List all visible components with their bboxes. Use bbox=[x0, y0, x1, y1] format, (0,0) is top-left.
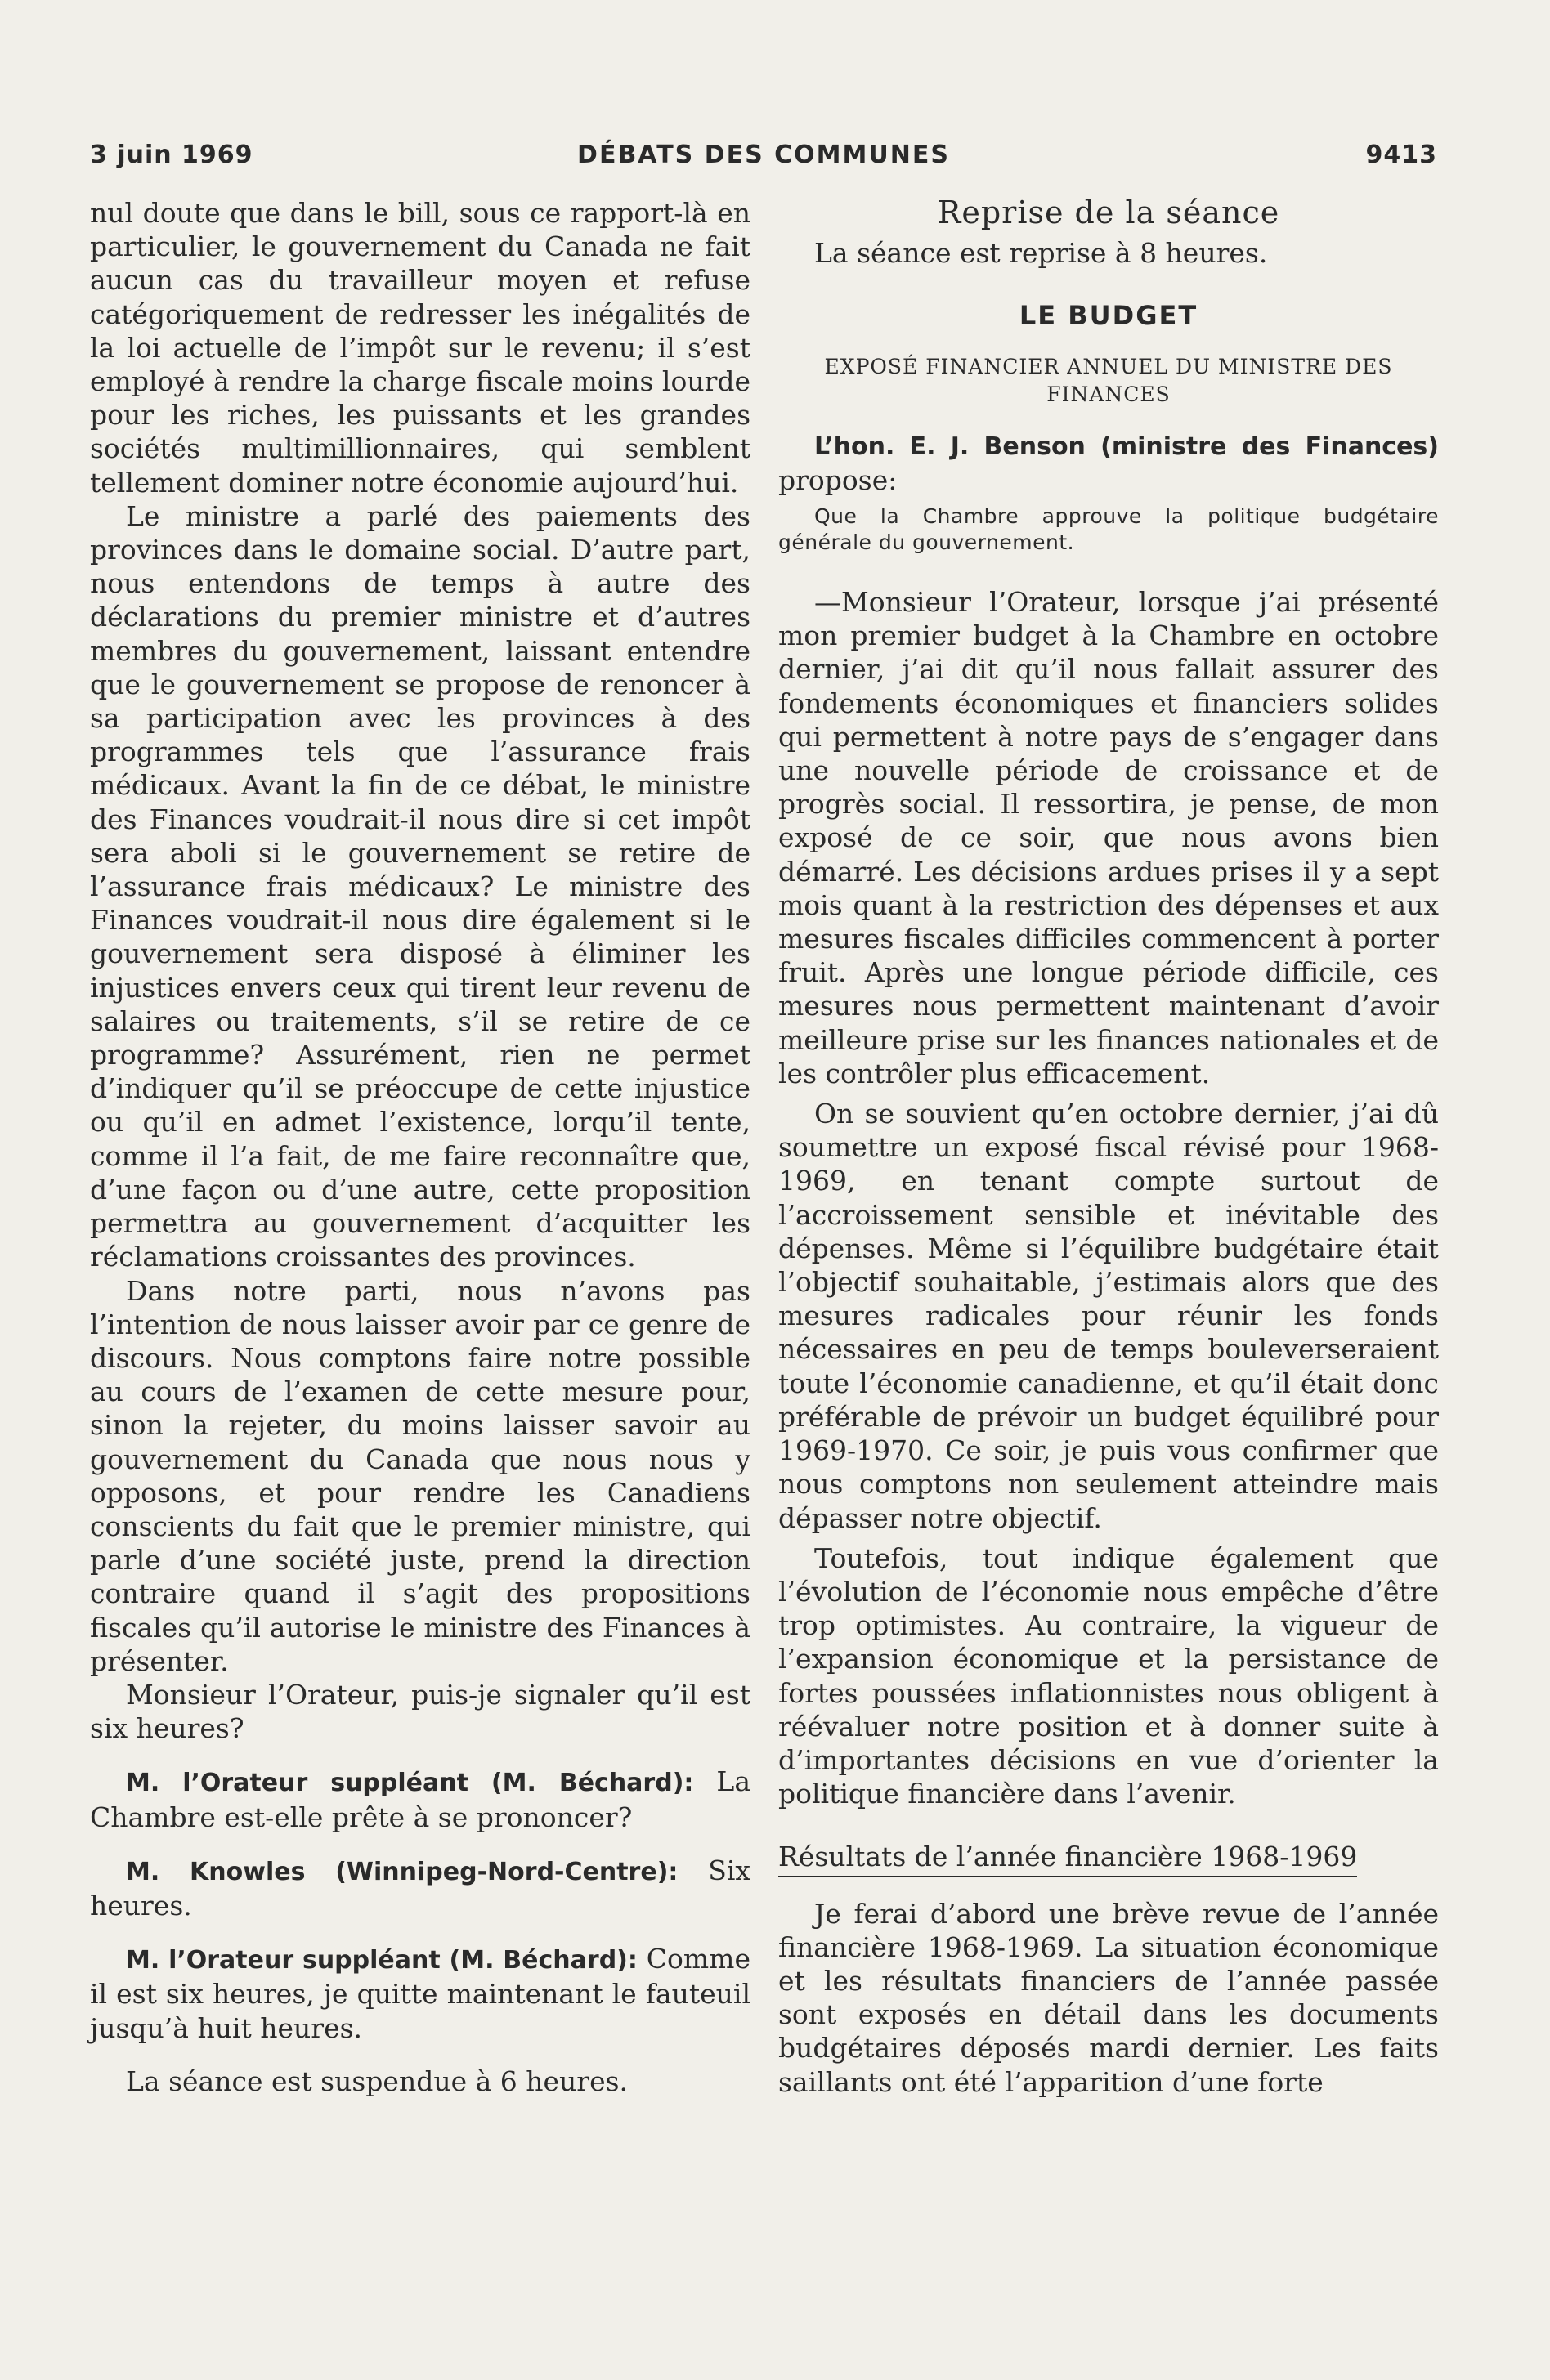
motion-text: Que la Chambre approuve la politique budgétaire générale du gouvernement. bbox=[778, 504, 1439, 555]
speech-paragraph bbox=[90, 1854, 750, 1922]
budget-heading: LE BUDGET bbox=[1019, 300, 1198, 332]
paragraph: Monsieur l’Orateur, puis-je signaler qu’il est six heures? bbox=[90, 1678, 750, 1745]
subheading: Résultats de l’année financière 1968-1969 bbox=[778, 1840, 1357, 1877]
speech-text: propose: bbox=[778, 463, 898, 496]
paragraph: On se souvient qu’en octobre dernier, j’ai dû soumettre un exposé fiscal révisé pour 1968-1969, en tenant compte surtout de l’accroissement sensible et inévitable des dépenses. Même si l’équilibre budgétaire était l’objectif souhaitable, j’estimais alors que des mesures radicales pour réunir les fonds nécessaires en peu de temps bouleverseraient toute l’économie canadienne, et qu’il était donc préférable de prévoir un budget équilibré pour 1969-1970. Ce soir, je puis vous confirmer que nous comptons non seulement atteindre mais dépasser notre objectif. bbox=[778, 1098, 1439, 1534]
paragraph: Toutefois, tout indique également que l’évolution de l’économie nous empêche d’être trop optimistes. Au contraire, la vigueur de l’expansion économique et la persistance de fortes poussées inflationnistes nous obligent à réévaluer notre position et à donner suite à d’importantes décisions en vue d’orienter la politique financière dans l’avenir. bbox=[778, 1541, 1439, 1810]
header-page-number: 9413 bbox=[1365, 141, 1437, 169]
paragraph: nul doute que dans le bill, sous ce rapport-là en particulier, le gouvernement du Canada ne fait aucun cas du travailleur moyen et refuse catégoriquement de redresser les inégalités de la loi actuelle de l’impôt sur le revenu; il s’est employé à rendre la charge fiscale moins lourde pour les riches, les puissants et les grandes sociétés multimillionnaires, qui semblent tellement dominer notre économie aujourd’hui. bbox=[90, 197, 750, 499]
paragraph: Le ministre a parlé des paiements des provinces dans le domaine social. D’autre part, nous entendons de temps à autre des déclarations du premier ministre et d’autres membres du gouvernement, laissant entendre que le gouvernement se propose de renoncer à sa participation avec les provinces à des programmes tels que l’assurance frais médicaux. Avant la fin de ce débat, le ministre des Finances voudrait-il nous dire si cet impôt sera aboli si le gouvernement se retire de l’assurance frais médicaux? Le ministre des Finances voudrait-il nous dire également si le gouvernement sera disposé à éliminer les injustices envers ceux qui tirent leur revenu de salaires ou traitements, s’il se retire de ce programme? Assurément, rien ne permet d’indiquer qu’il se préoccupe de cette injustice ou qu’il en admet l’existence, lorqu’il tente, comme il l’a fait, de me faire reconnaître que, d’une façon ou d’une autre, cette proposition permettra au gouvernement d’acquitter les réclamations croissantes des provinces. bbox=[90, 499, 750, 1273]
subheading-wrapper bbox=[778, 1840, 1439, 1877]
right-column bbox=[778, 196, 1439, 2099]
paragraph: Dans notre parti, nous n’avons pas l’intention de nous laisser avoir par ce genre de discours. Nous comptons faire notre possible au cours de l’examen de cette mesure pour, sinon la rejeter, du moins laisser savoir au gouvernement du Canada que nous nous y opposons, et pour rendre les Canadiens conscients du fait que le premier ministre, qui parle d’une société juste, prend la direction contraire quand il s’agit des propositions fiscales qu’il autorise le ministre des Finances à présenter. bbox=[90, 1274, 750, 1677]
speech-paragraph bbox=[778, 428, 1439, 497]
header-title: DÉBATS DES COMMUNES bbox=[577, 141, 950, 169]
speech-text: Six heures. bbox=[90, 1854, 751, 1921]
speech-text: La Chambre est-elle prête à se prononcer? bbox=[90, 1765, 750, 1833]
paragraph: La séance est reprise à 8 heures. bbox=[814, 237, 1268, 270]
paragraph: —Monsieur l’Orateur, lorsque j’ai présenté mon premier budget à la Chambre en octobre dernier, j’ai dit qu’il nous fallait assurer des fondements économiques et financiers solides qui permettent à notre pays de s’engager dans une nouvelle période de croissance et de progrès social. Il ressortira, je pense, de mon exposé de ce soir, que nous avons bien démarré. Les décisions ardues prises il y a sept mois quant à la restriction des dépenses et aux mesures fiscales difficiles commencent à porter fruit. Après une longue période difficile, ces mesures nous permettent maintenant d’avoir meilleure prise sur les finances nationales et de les contrôler plus efficacement. bbox=[778, 586, 1439, 1089]
header-date: 3 juin 1969 bbox=[90, 141, 253, 169]
speaker-name: M. Knowles (Winnipeg-Nord-Centre): bbox=[126, 1857, 679, 1886]
expose-heading: EXPOSÉ FINANCIER ANNUEL DU MINISTRE DES FINANCES bbox=[824, 354, 1393, 406]
speaker-name: M. l’Orateur suppléant (M. Béchard): bbox=[126, 1946, 638, 1975]
page-header bbox=[90, 141, 1437, 178]
left-column bbox=[90, 196, 750, 2098]
speech-paragraph bbox=[90, 1765, 750, 1833]
speech-paragraph bbox=[90, 1942, 750, 2045]
speaker-name: M. l’Orateur suppléant (M. Béchard): bbox=[126, 1769, 694, 1798]
speech-text: Comme il est six heures, je quitte maintenant le fauteuil jusqu’à huit heures. bbox=[90, 1943, 750, 2044]
speaker-name: L’hon. E. J. Benson (ministre des Finances) bbox=[814, 432, 1439, 461]
paragraph: La séance est suspendue à 6 heures. bbox=[126, 2065, 629, 2097]
section-title: Reprise de la séance bbox=[937, 195, 1280, 230]
paragraph: Je ferai d’abord une brève revue de l’année financière 1968-1969. La situation économique et les résultats financiers de l’année passée sont exposés en détail dans les documents budgétaires déposés mardi dernier. Les faits saillants ont été l’apparition d’une forte bbox=[778, 1897, 1439, 2098]
